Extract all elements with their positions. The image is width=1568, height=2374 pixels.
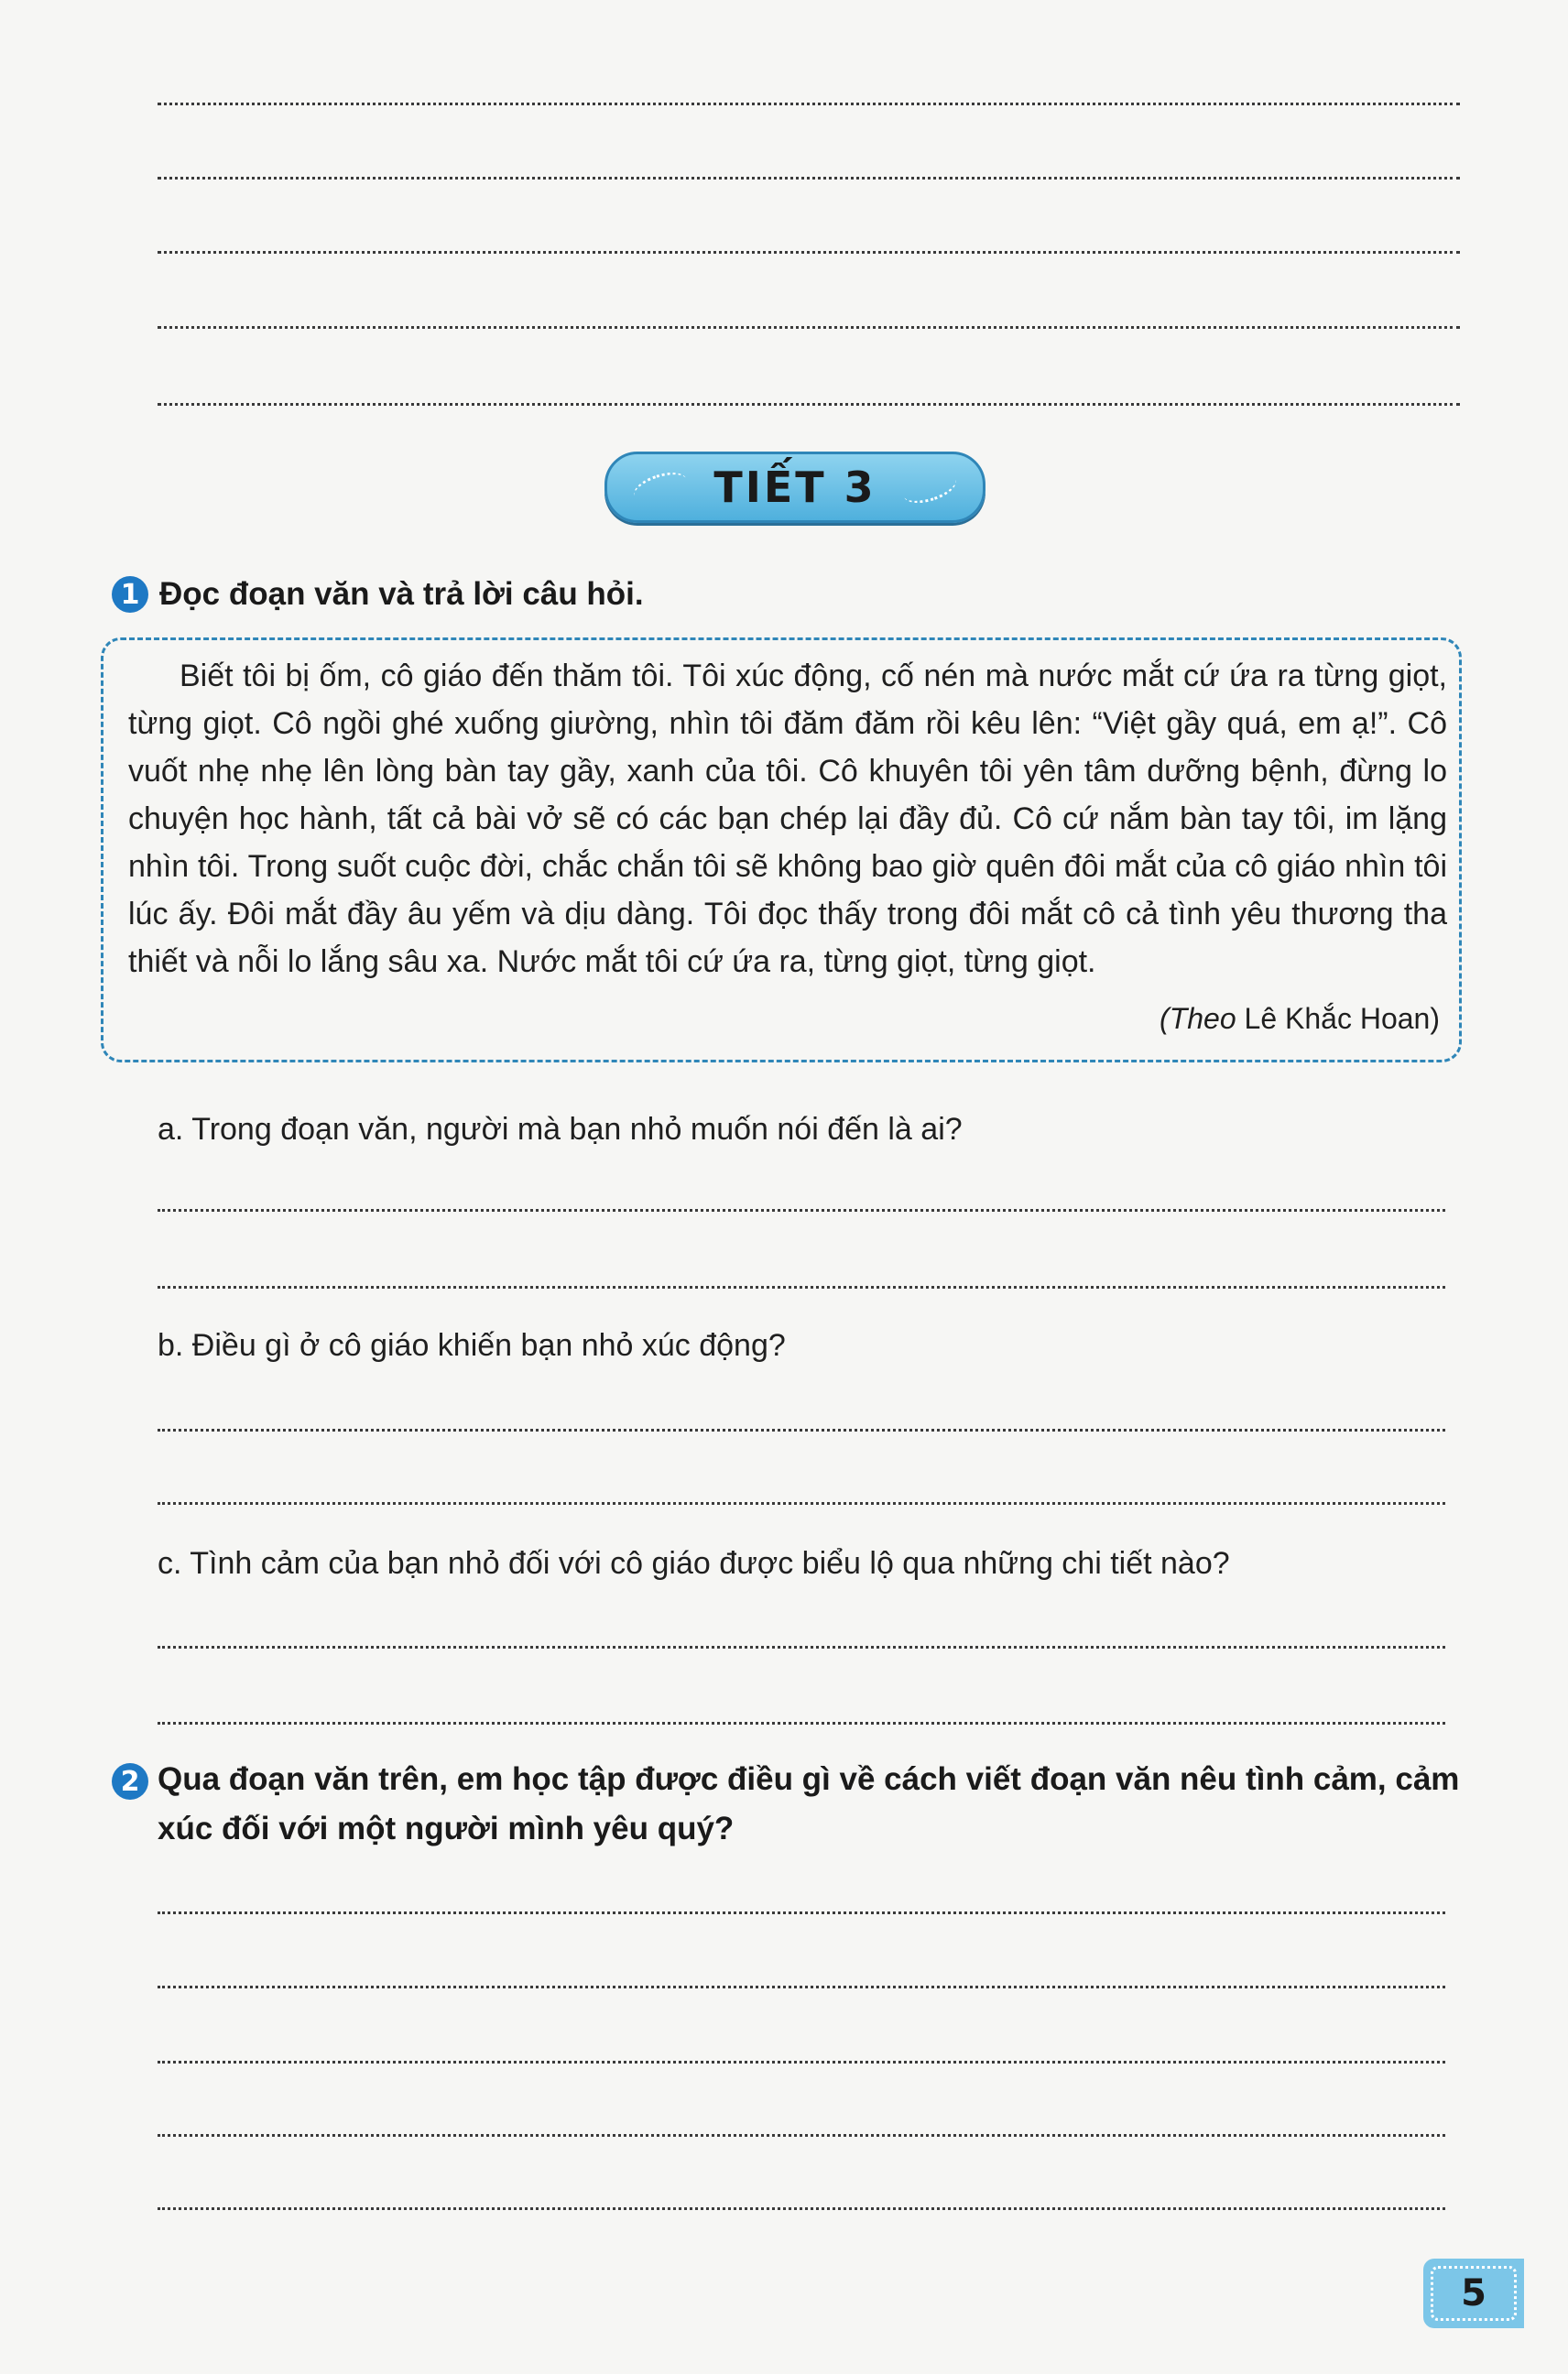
question-1c: c. Tình cảm của bạn nhỏ đối với cô giáo được biểu lộ qua những chi tiết nào?: [158, 1546, 1230, 1581]
answer-line[interactable]: [158, 1911, 1445, 1914]
question-number-1: 1: [112, 576, 148, 613]
question-2-title-line-2: xúc đối với một người mình yêu quý?: [158, 1811, 735, 1846]
question-1b: b. Điều gì ở cô giáo khiến bạn nhỏ xúc động?: [158, 1328, 786, 1363]
answer-line[interactable]: [158, 2061, 1445, 2064]
decorative-swirl-icon: [630, 466, 691, 508]
answer-line[interactable]: [158, 103, 1460, 105]
question-1-title: Đọc đoạn văn và trả lời câu hỏi.: [159, 576, 644, 612]
answer-line[interactable]: [158, 177, 1460, 180]
section-banner: [604, 452, 985, 523]
question-1a: a. Trong đoạn văn, người mà bạn nhỏ muốn nói đến là ai?: [158, 1112, 963, 1147]
passage-source: [1160, 995, 1440, 1042]
answer-line[interactable]: [158, 1286, 1445, 1289]
answer-line[interactable]: [158, 1502, 1445, 1505]
page-number: [1423, 2259, 1524, 2328]
answer-line[interactable]: [158, 2207, 1445, 2210]
answer-line[interactable]: [158, 251, 1460, 254]
answer-line[interactable]: [158, 326, 1460, 329]
source-author: Lê Khắc Hoan): [1244, 1002, 1440, 1035]
decorative-swirl-icon: [899, 466, 960, 508]
answer-line[interactable]: [158, 1986, 1445, 1988]
page-number-text: 5: [1461, 2272, 1486, 2314]
answer-line[interactable]: [158, 1646, 1445, 1649]
question-2-title-line-1: Qua đoạn văn trên, em học tập được điều gì về cách viết đoạn văn nêu tình cảm, cảm: [158, 1761, 1460, 1797]
answer-line[interactable]: [158, 2134, 1445, 2137]
answer-line[interactable]: [158, 403, 1460, 406]
answer-line[interactable]: [158, 1429, 1445, 1432]
source-prefix: (Theo: [1160, 1002, 1236, 1035]
question-number-2: 2: [112, 1763, 148, 1800]
section-title: TIẾT 3: [713, 463, 877, 512]
reading-passage: [128, 652, 1447, 986]
answer-line[interactable]: [158, 1209, 1445, 1212]
answer-line[interactable]: [158, 1722, 1445, 1725]
passage-text: Biết tôi bị ốm, cô giáo đến thăm tôi. Tôi xúc động, cố nén mà nước mắt cứ ứa ra từng giọt, từng giọt. Cô ngồi ghé xuống giường, nhìn tôi đăm đăm rồi kêu lên: “Việt gầy quá, em ạ!”. Cô vuốt nhẹ nhẹ lên lòng bàn tay gầy, xanh của tôi. Cô khuyên tôi yên tâm dưỡng bệnh, đừng lo chuyện học hành, tất cả bài vở sẽ có các bạn chép lại đầy đủ. Cô cứ nắm bàn tay tôi, im lặng nhìn tôi. Trong suốt cuộc đời, chắc chắn tôi sẽ không bao giờ quên đôi mắt của cô giáo nhìn tôi lúc ấy. Đôi mắt đầy âu yếm và dịu dàng. Tôi đọc thấy trong đôi mắt cô cả tình yêu thương tha thiết và nỗi lo lắng sâu xa. Nước mắt tôi cứ ứa ra, từng giọt, từng giọt.: [128, 659, 1447, 979]
